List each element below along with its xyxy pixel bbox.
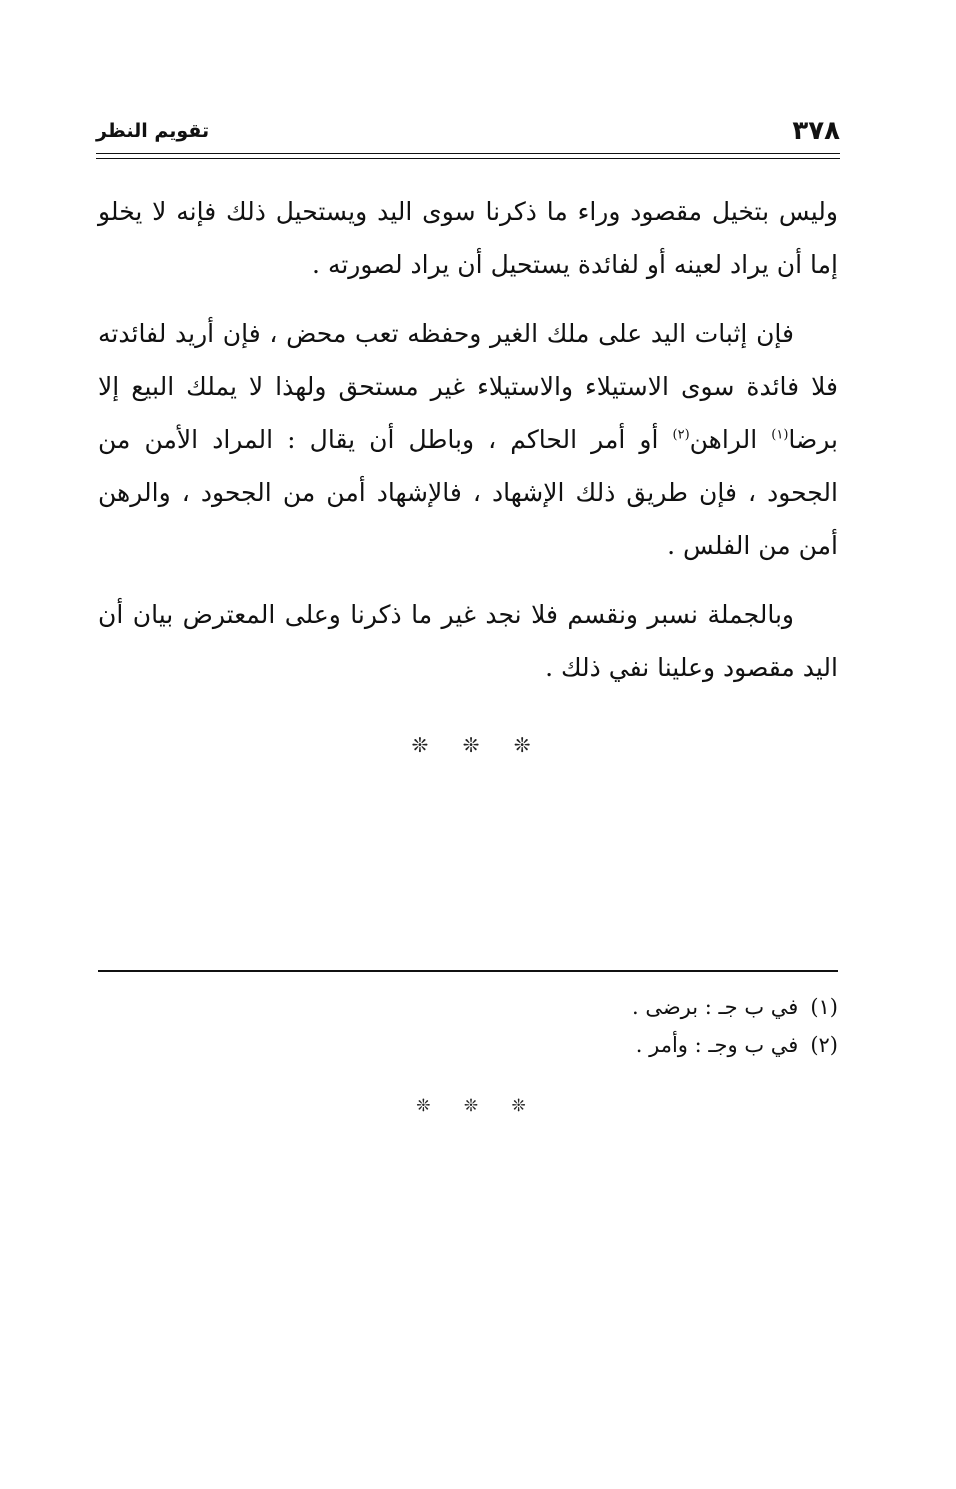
page-header xyxy=(96,112,840,152)
paragraph-2 xyxy=(98,307,838,572)
paragraph-2-part-a: فإن إثبات اليد على ملك الغير وحفظه تعب محض ، فإن أريد لفائدته فلا فائدة سوى الاستيلاء والاستيلاء غير مستحق ولهذا لا يملك البيع إلا برضا xyxy=(98,319,838,454)
footnote-text: في ب جـ : برضى . xyxy=(631,995,799,1019)
main-text xyxy=(98,185,838,710)
footnote-ref-2: (٢) xyxy=(672,427,690,443)
footnotes xyxy=(98,988,838,1064)
header-rule-secondary xyxy=(96,158,840,159)
section-separator: ❊ ❊ ❊ xyxy=(411,733,545,757)
page-number: ٣٧٨ xyxy=(792,116,840,146)
footnote-number: (١) xyxy=(810,995,838,1019)
header-rule xyxy=(96,153,840,154)
running-title: تقويم النظر xyxy=(96,120,210,142)
end-separator: ❊ ❊ ❊ xyxy=(416,1096,540,1116)
footnote-number: (٢) xyxy=(810,1033,838,1057)
paragraph-2-part-b: الراهن xyxy=(689,425,772,454)
footnote-ref-1: (١) xyxy=(771,427,789,443)
paragraph-2-part-c: أو أمر الحاكم ، وباطل أن يقال : المراد الأمن من الجحود ، فإن طريق ذلك الإشهاد ، فالإشهاد أمن من الجحود ، والرهن أمن من الفلس . xyxy=(98,425,838,560)
footnote-2 xyxy=(98,1026,838,1064)
footnote-text: في ب وجـ : وأمر . xyxy=(635,1033,799,1057)
footnote-1 xyxy=(98,988,838,1026)
footnote-divider xyxy=(98,970,838,972)
paragraph-1: وليس بتخيل مقصود وراء ما ذكرنا سوى اليد ويستحيل ذلك فإنه لا يخلو إما أن يراد لعينه أو لفائدة يستحيل أن يراد لصورته . xyxy=(98,197,838,279)
paragraph-3: وبالجملة نسبر ونقسم فلا نجد غير ما ذكرنا وعلى المعترض بيان أن اليد مقصود وعلينا نفي ذلك . xyxy=(98,600,838,682)
